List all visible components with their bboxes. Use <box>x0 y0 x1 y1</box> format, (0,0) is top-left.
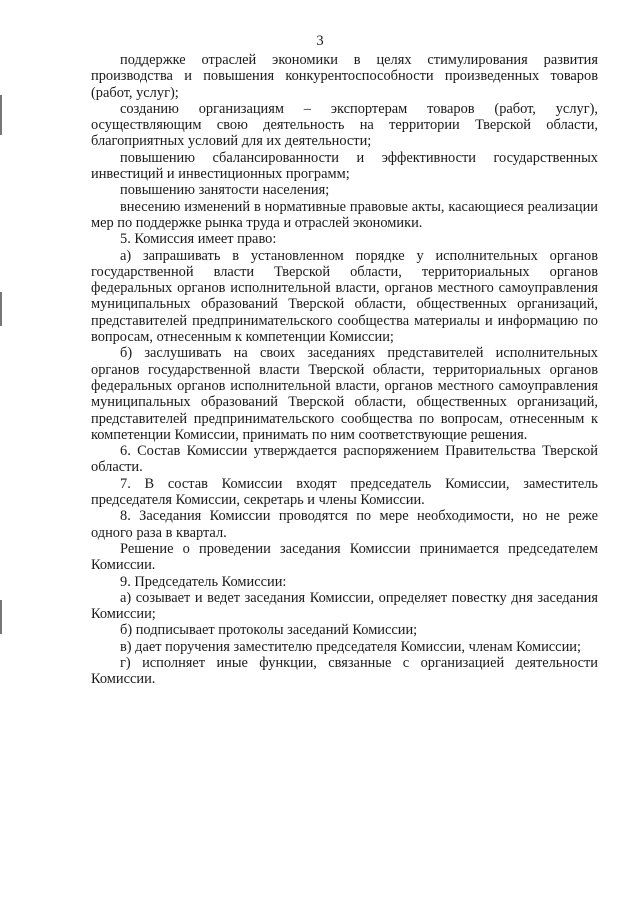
paragraph-decision: Решение о проведении заседания Комиссии принимается председателем Комиссии. <box>91 540 598 574</box>
paragraph-5a: а) запрашивать в установленном порядке у исполнительных органов государственной власти Тверской области, территориальных органов федеральных органов исполнительной власти, органов местного самоуправления муниципальных образований Тверской области, общественных организаций, представителей предпринимательского сообщества материалы и информацию по вопросам, отнесенным к компетенции Комиссии; <box>91 247 598 346</box>
scan-edge-mark <box>0 292 2 326</box>
paragraph-exporters: созданию организациям – экспортерам товаров (работ, услуг), осуществляющим свою деятельность на территории Тверской области, благоприятных условий для их деятельности; <box>91 100 598 150</box>
paragraph-6: 6. Состав Комиссии утверждается распоряжением Правительства Тверской области. <box>91 443 598 476</box>
scan-edge-mark <box>0 95 2 135</box>
paragraph-5b: б) заслушивать на своих заседаниях представителей исполнительных органов государственной власти Тверской области, территориальных органов федеральных органов исполнительной власти, органов местного самоуправления муниципальных образований Тверской области, общественных организаций, представителей предпринимательского сообщества по вопросам, отнесенным к компетенции Комиссии, принимать по ним соответствующие решения. <box>91 345 598 443</box>
page-number: 3 <box>316 33 324 49</box>
paragraph-investments: повышению сбалансированности и эффективности государственных инвестиций и инвестиционных программ; <box>91 149 598 183</box>
paragraph-9b: б) подписывает протоколы заседаний Комиссии; <box>120 622 418 639</box>
paragraph-8: 8. Заседания Комиссии проводятся по мере необходимости, но не реже одного раза в квартал. <box>91 508 598 541</box>
paragraph-9a: а) созывает и ведет заседания Комиссии, определяет повестку дня заседания Комиссии; <box>91 589 598 623</box>
paragraph-9c: в) дает поручения заместителю председателя Комиссии, членам Комиссии; <box>120 638 581 655</box>
paragraph-9-chair: 9. Председатель Комиссии: <box>120 573 287 590</box>
paragraph-legal-acts: внесению изменений в нормативные правовые акты, касающиеся реализации мер по поддержке рынка труда и отраслей экономики. <box>91 198 598 231</box>
scan-edge-mark <box>0 600 2 634</box>
paragraph-support-industries: поддержке отраслей экономики в целях стимулирования развития производства и повышения конкурентоспособности произведенных товаров (работ, услуг); <box>91 52 598 101</box>
paragraph-5-rights: 5. Комиссия имеет право: <box>120 231 277 248</box>
paragraph-7: 7. В состав Комиссии входят председатель Комиссии, заместитель председателя Комиссии, секретарь и члены Комиссии. <box>91 475 598 509</box>
paragraph-9d: г) исполняет иные функции, связанные с организацией деятельности Комиссии. <box>91 654 598 688</box>
paragraph-employment: повышению занятости населения; <box>120 182 330 199</box>
document-body <box>91 52 598 688</box>
